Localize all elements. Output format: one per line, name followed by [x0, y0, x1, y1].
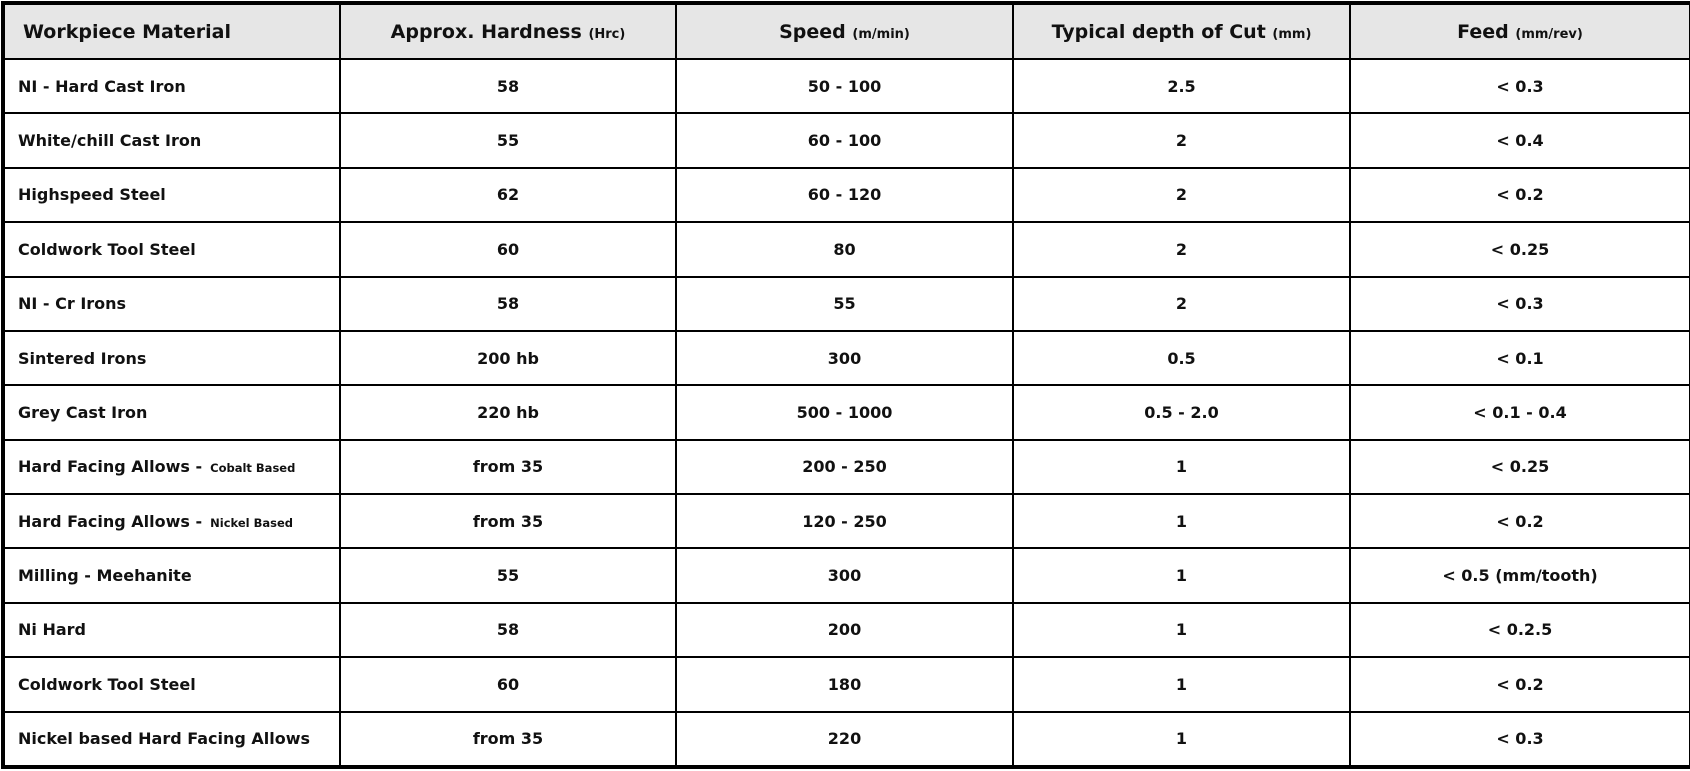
feed-value: < 0.2 [1496, 185, 1544, 205]
cell-feed [1350, 277, 1690, 331]
material-value: Milling - Meehanite [18, 566, 192, 586]
cell-material [3, 494, 340, 548]
cell-hardness [340, 331, 676, 385]
speed-value: 200 - 250 [802, 457, 887, 477]
hardness-value: 58 [496, 76, 520, 96]
cell-speed [676, 331, 1013, 385]
table-row [3, 548, 1690, 602]
cell-material [3, 548, 340, 602]
cell-feed [1350, 59, 1690, 113]
material-value: Nickel based Hard Facing Allows [18, 729, 311, 749]
cell-material [3, 113, 340, 167]
feed-value: < 0.2 [1496, 511, 1544, 531]
material-value: Hard Facing Allows - [18, 457, 203, 477]
speed-value: 60 - 120 [807, 185, 882, 205]
material-value: NI - Cr Irons [18, 294, 127, 314]
cell-hardness [340, 494, 676, 548]
speed-value: 200 [827, 620, 862, 640]
table-row [3, 712, 1690, 768]
cell-speed [676, 222, 1013, 276]
cell-depth [1013, 113, 1350, 167]
cell-depth [1013, 548, 1350, 602]
cell-depth [1013, 385, 1350, 439]
feed-value: < 0.25 [1490, 239, 1550, 259]
cell-depth [1013, 494, 1350, 548]
hardness-value: from 35 [472, 729, 544, 749]
cell-hardness [340, 440, 676, 494]
table-row [3, 277, 1690, 331]
header-label: Speed [779, 20, 846, 43]
hardness-value: 62 [496, 185, 520, 205]
table-row [3, 603, 1690, 657]
cell-hardness [340, 168, 676, 222]
cell-feed [1350, 494, 1690, 548]
depth-value: 1 [1175, 620, 1188, 640]
cutting-data-table [1, 1, 1690, 769]
feed-value: < 0.25 [1490, 457, 1550, 477]
header-hardness [340, 3, 676, 59]
material-value: Highspeed Steel [18, 185, 166, 205]
feed-value: < 0.2.5 [1487, 620, 1553, 640]
speed-value: 80 [833, 239, 856, 259]
material-value: NI - Hard Cast Iron [18, 76, 186, 96]
cell-speed [676, 657, 1013, 711]
table-row [3, 440, 1690, 494]
header-label: Workpiece Material [23, 20, 232, 43]
cell-feed [1350, 440, 1690, 494]
hardness-value: 220 hb [477, 402, 539, 422]
feed-value: < 0.3 [1496, 76, 1544, 96]
cell-hardness [340, 548, 676, 602]
cell-speed [676, 494, 1013, 548]
material-value: Coldwork Tool Steel [18, 674, 196, 694]
hardness-value: from 35 [472, 511, 544, 531]
hardness-value: 60 [496, 239, 520, 259]
cell-feed [1350, 385, 1690, 439]
cell-hardness [340, 385, 676, 439]
depth-value: 1 [1175, 674, 1188, 694]
header-row [3, 3, 1690, 59]
table-row [3, 113, 1690, 167]
speed-value: 300 [827, 566, 862, 586]
hardness-value: 55 [496, 131, 520, 151]
table-row [3, 385, 1690, 439]
speed-value: 300 [827, 348, 862, 368]
depth-value: 1 [1175, 566, 1188, 586]
cell-material [3, 385, 340, 439]
cell-speed [676, 603, 1013, 657]
cell-material [3, 331, 340, 385]
material-value: White/chill Cast Iron [18, 131, 202, 151]
feed-value: < 0.4 [1496, 131, 1544, 151]
depth-value: 2.5 [1167, 76, 1196, 96]
cell-material [3, 712, 340, 768]
material-note: Nickel Based [210, 515, 294, 530]
cell-speed [676, 277, 1013, 331]
table-row [3, 59, 1690, 113]
material-note: Cobalt Based [210, 461, 296, 476]
cell-speed [676, 440, 1013, 494]
depth-value: 2 [1175, 131, 1188, 151]
table-row [3, 657, 1690, 711]
cell-depth [1013, 657, 1350, 711]
cell-hardness [340, 113, 676, 167]
cell-speed [676, 59, 1013, 113]
cell-feed [1350, 331, 1690, 385]
depth-value: 2 [1175, 239, 1188, 259]
depth-value: 2 [1175, 185, 1188, 205]
cell-hardness [340, 277, 676, 331]
cell-feed [1350, 603, 1690, 657]
table-row [3, 331, 1690, 385]
cell-hardness [340, 603, 676, 657]
cell-material [3, 222, 340, 276]
cell-speed [676, 168, 1013, 222]
cell-material [3, 59, 340, 113]
cell-material [3, 657, 340, 711]
hardness-value: 55 [496, 566, 520, 586]
cell-speed [676, 548, 1013, 602]
hardness-value: 58 [496, 294, 520, 314]
header-depth [1013, 3, 1350, 59]
feed-value: < 0.1 - 0.4 [1473, 402, 1567, 422]
header-speed [676, 3, 1013, 59]
cell-depth [1013, 331, 1350, 385]
table-row [3, 222, 1690, 276]
material-value: Grey Cast Iron [18, 402, 148, 422]
cell-feed [1350, 548, 1690, 602]
header-unit: (mm) [1272, 26, 1312, 42]
cell-feed [1350, 712, 1690, 768]
feed-value: < 0.3 [1496, 729, 1544, 749]
cell-material [3, 168, 340, 222]
depth-value: 1 [1175, 457, 1188, 477]
depth-value: 2 [1175, 294, 1188, 314]
speed-value: 500 - 1000 [796, 402, 893, 422]
cell-speed [676, 712, 1013, 768]
hardness-value: 58 [496, 620, 520, 640]
feed-value: < 0.2 [1496, 674, 1544, 694]
hardness-value: 60 [496, 674, 520, 694]
header-unit: (m/min) [852, 26, 910, 42]
header-label: Feed [1457, 20, 1509, 43]
header-feed [1350, 3, 1690, 59]
cell-speed [676, 113, 1013, 167]
speed-value: 180 [827, 674, 862, 694]
speed-value: 55 [833, 294, 856, 314]
cell-feed [1350, 657, 1690, 711]
hardness-value: from 35 [472, 457, 544, 477]
cell-material [3, 440, 340, 494]
speed-value: 60 - 100 [807, 131, 882, 151]
table-row [3, 168, 1690, 222]
cell-hardness [340, 712, 676, 768]
feed-value: < 0.5 (mm/tooth) [1442, 566, 1598, 586]
cell-material [3, 603, 340, 657]
depth-value: 0.5 [1167, 348, 1196, 368]
depth-value: 1 [1175, 511, 1188, 531]
header-label: Typical depth of Cut [1051, 20, 1266, 43]
material-value: Hard Facing Allows - [18, 511, 203, 531]
feed-value: < 0.3 [1496, 294, 1544, 314]
hardness-value: 200 hb [477, 348, 539, 368]
header-label: Approx. Hardness [390, 20, 582, 43]
cell-depth [1013, 440, 1350, 494]
cell-depth [1013, 222, 1350, 276]
cell-depth [1013, 603, 1350, 657]
table-body [3, 59, 1690, 767]
cell-depth [1013, 277, 1350, 331]
material-value: Sintered Irons [18, 348, 147, 368]
header-material [3, 3, 340, 59]
cell-hardness [340, 59, 676, 113]
material-value: Coldwork Tool Steel [18, 239, 196, 259]
speed-value: 120 - 250 [802, 511, 887, 531]
header-unit: (Hrc) [588, 26, 626, 42]
cell-depth [1013, 59, 1350, 113]
cell-feed [1350, 222, 1690, 276]
cell-feed [1350, 113, 1690, 167]
cell-hardness [340, 222, 676, 276]
cell-hardness [340, 657, 676, 711]
depth-value: 0.5 - 2.0 [1144, 402, 1219, 422]
depth-value: 1 [1175, 729, 1188, 749]
feed-value: < 0.1 [1496, 348, 1544, 368]
cell-speed [676, 385, 1013, 439]
cell-depth [1013, 712, 1350, 768]
speed-value: 50 - 100 [807, 76, 882, 96]
cell-depth [1013, 168, 1350, 222]
speed-value: 220 [827, 729, 862, 749]
cell-feed [1350, 168, 1690, 222]
cell-material [3, 277, 340, 331]
table-row [3, 494, 1690, 548]
header-unit: (mm/rev) [1515, 26, 1583, 42]
material-value: Ni Hard [18, 620, 86, 640]
